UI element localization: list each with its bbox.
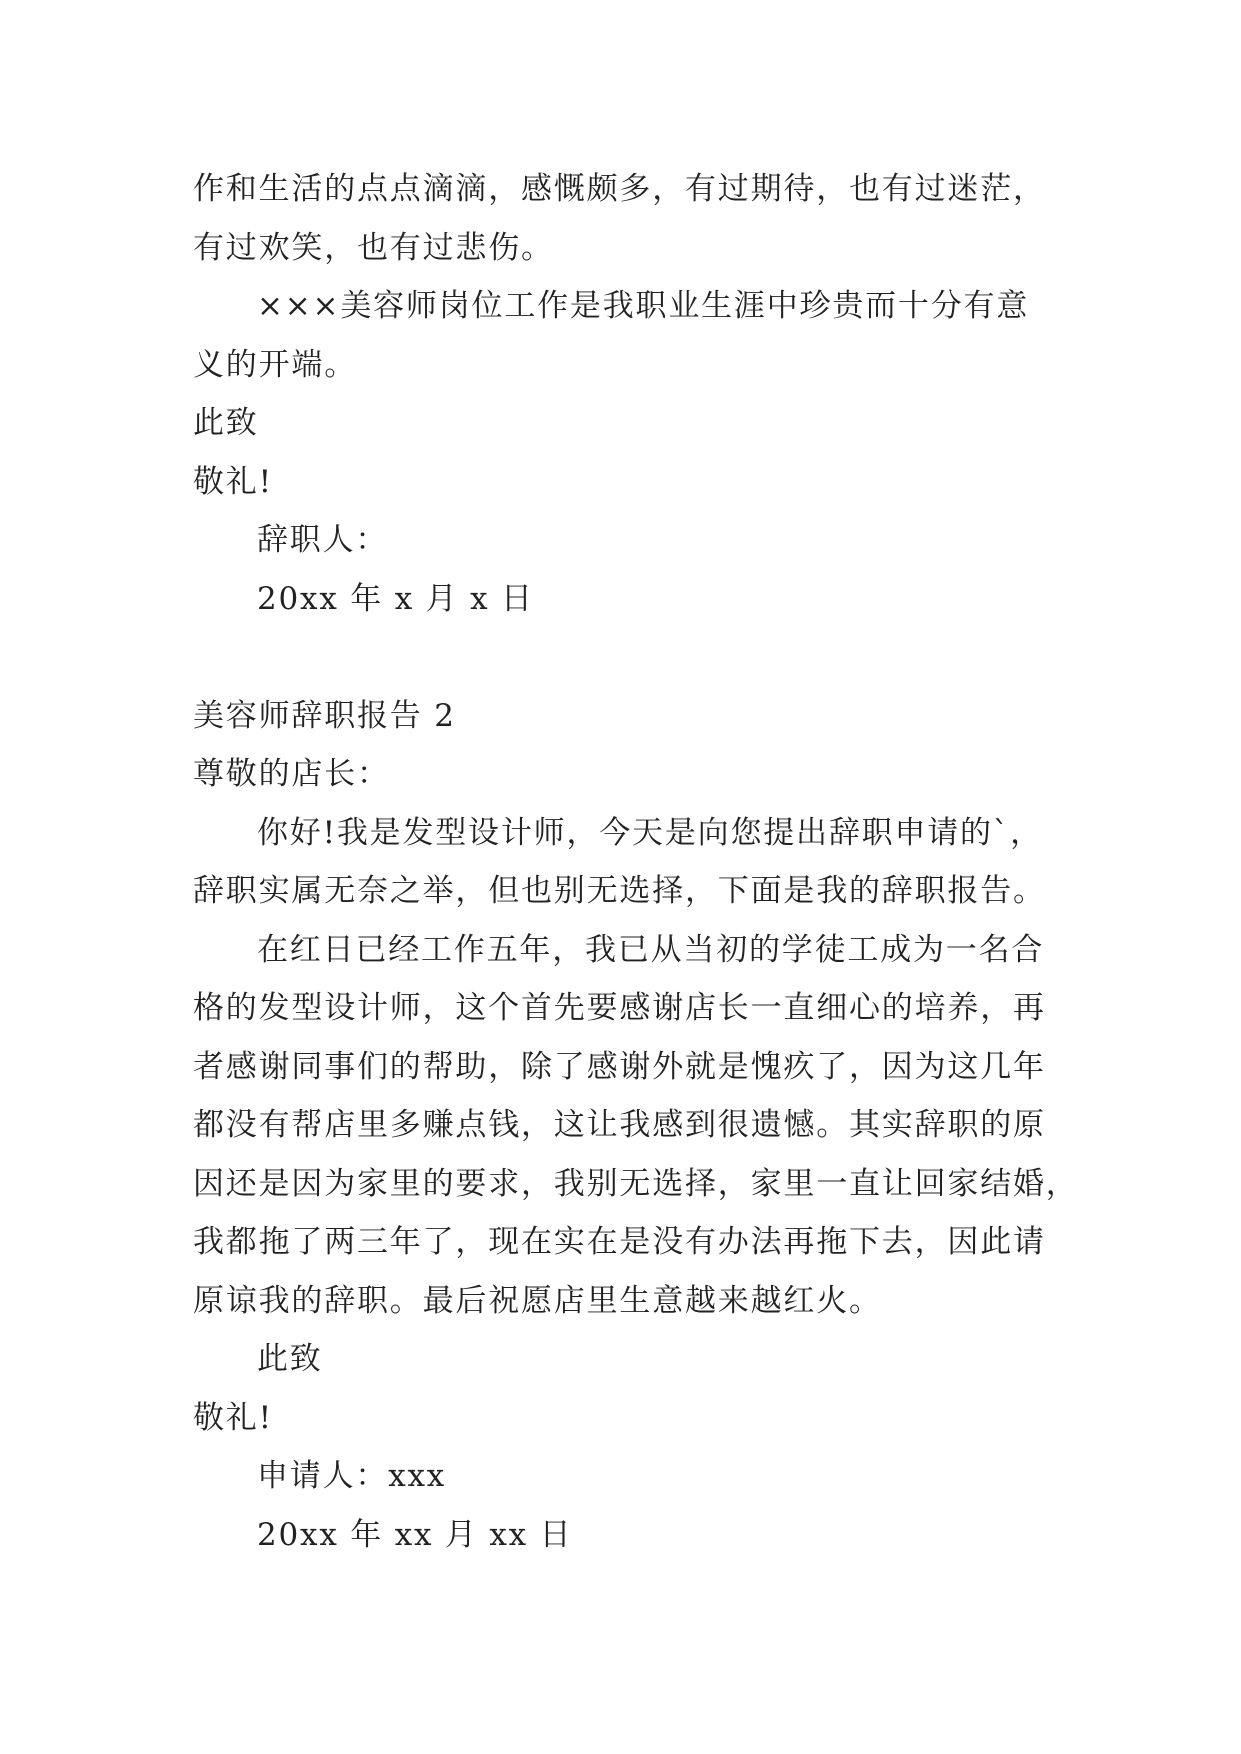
text-line: 在红日已经工作五年，我已从当初的学徒工成为一名合 xyxy=(257,931,1045,968)
text-line: ×××美容师岗位工作是我职业生涯中珍贵而十分有意 xyxy=(257,288,1030,324)
text-line: 因还是因为家里的要求，我别无选择，家里一直让回家结婚， xyxy=(193,1165,1079,1202)
text-line: 辞职实属无奈之举，但也别无选择，下面是我的辞职报告。 xyxy=(193,873,1046,909)
text-line: 有过欢笑，也有过悲伤。 xyxy=(193,229,554,266)
greeting-text: 尊敬的店长： xyxy=(193,756,390,792)
text-line: 者感谢同事们的帮助，除了感谢外就是愧疚了，因为这几年 xyxy=(193,1048,1046,1085)
signer-label: 辞职人： xyxy=(257,522,389,558)
text-line: 义的开端。 xyxy=(193,346,357,383)
text-line: 你好!我是发型设计师，今天是向您提出辞职申请的`， xyxy=(257,814,1043,851)
text-line: 都没有帮店里多赚点钱，这让我感到很遗憾。其实辞职的原 xyxy=(193,1107,1046,1143)
section-title: 美容师辞职报告 2 xyxy=(193,697,456,734)
signer-label: 申请人：xxx xyxy=(257,1458,447,1494)
text-line: 作和生活的点点滴滴，感慨颇多，有过期待，也有过迷茫， xyxy=(193,171,1046,207)
date-text: 20xx 年 x 月 x 日 xyxy=(257,580,534,617)
document-page xyxy=(193,160,1093,1564)
text-line: 原谅我的辞职。最后祝愿店里生意越来越红火。 xyxy=(193,1282,882,1319)
closing-text: 此致 xyxy=(193,405,259,441)
section-gap xyxy=(193,628,1093,687)
date-text: 20xx 年 xx 月 xx 日 xyxy=(257,1516,573,1553)
text-line: 格的发型设计师，这个首先要感谢店长一直细心的培养，再 xyxy=(193,990,1046,1026)
text-line: 我都拖了两三年了，现在实在是没有办法再拖下去，因此请 xyxy=(193,1224,1046,1260)
closing-text: 此致 xyxy=(257,1341,323,1377)
salutation-text: 敬礼! xyxy=(193,463,273,500)
salutation-text: 敬礼! xyxy=(193,1399,273,1436)
